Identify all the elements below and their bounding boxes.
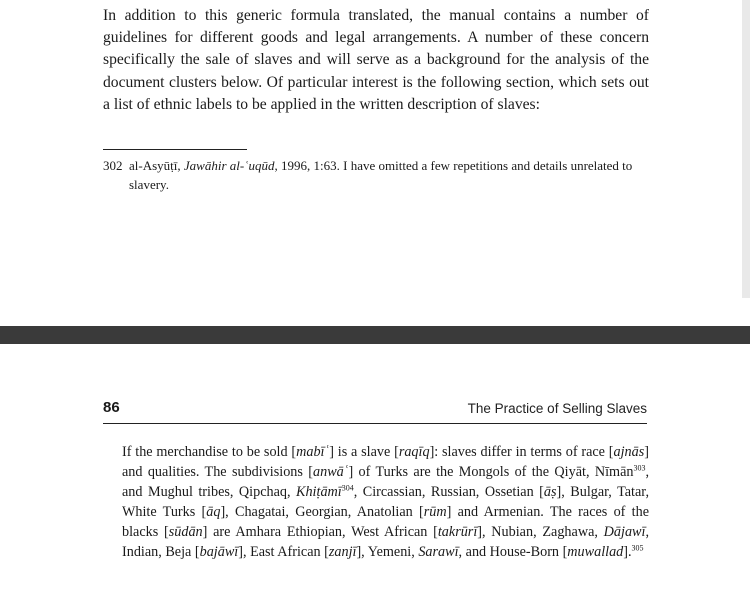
quote-text: ] are Amhara Ethiopian, West African [ xyxy=(202,524,438,540)
quote-term: bajāwī xyxy=(199,544,239,560)
quote-term: āṣ xyxy=(543,484,557,500)
quote-term: āq xyxy=(206,504,221,520)
quote-term: zanjī xyxy=(328,544,357,560)
quote-term: Dājawī xyxy=(603,524,646,540)
quote-text: ] is a slave [ xyxy=(329,444,399,460)
running-head: The Practice of Selling Slaves xyxy=(467,401,647,416)
page-divider xyxy=(0,326,750,344)
quote-text: ]. xyxy=(623,544,632,560)
quote-term: rūm xyxy=(423,504,447,520)
quote-text: ], Chagatai, Georgian, Anatolian [ xyxy=(220,504,424,520)
bottom-page xyxy=(0,344,750,590)
quote-term: ajnās xyxy=(613,444,645,460)
block-quote xyxy=(122,442,649,562)
quote-text: ], Nubian, Zaghawa, xyxy=(477,524,604,540)
quote-text: ]: slaves differ in terms of race [ xyxy=(429,444,614,460)
quote-text: ] of Turks are the Mongols of the Qiyāt, Nīmān xyxy=(348,464,634,480)
footnote-rule xyxy=(103,149,247,150)
footnote-number: 302 xyxy=(103,158,123,173)
quote-term: Khiṭāmī xyxy=(296,484,342,500)
page-number: 86 xyxy=(103,399,120,416)
quote-text: ] and qualities. The subdivisions [ xyxy=(122,444,649,480)
body-paragraph: In addition to this generic formula translated, the manual contains a number of guidelines for different goods and legal arrangements. A number of these concern specifically the sale of slaves and will serve as a background for the analysis of the document clusters below. Of particular interest is the following section, which sets out a list of ethnic labels to be applied in the written description of slaves: xyxy=(103,7,649,113)
footnote-ref: 305 xyxy=(631,543,644,553)
quote-text: , Circassian, Russian, Ossetian [ xyxy=(353,484,544,500)
quote-term: sūdān xyxy=(168,524,203,540)
quote-term: Sarawī xyxy=(418,544,459,560)
footnote-work-title: Jawāhir al-ʿuqūd xyxy=(183,158,275,173)
quote-term: raqīq xyxy=(398,444,430,460)
quote-text: , and Mughul tribes, Qipchaq, xyxy=(122,464,650,500)
quote-text: ], Bulgar, Tatar, White Turks [ xyxy=(122,484,649,520)
quote-text: If the merchandise to be sold [ xyxy=(122,444,297,460)
footnote-302 xyxy=(103,157,649,194)
quote-text: ] and Armenian. The races of the blacks [ xyxy=(122,504,649,540)
scrollbar-track[interactable] xyxy=(742,0,750,298)
quote-text: , Indian, Beja [ xyxy=(122,524,649,560)
footnote-ref: 304 xyxy=(341,483,354,493)
header-rule xyxy=(103,423,647,424)
quote-term: mabīʿ xyxy=(296,444,330,460)
quote-text: ], East African [ xyxy=(238,544,329,560)
quote-term: muwallad xyxy=(567,544,624,560)
quote-term: takrūrī xyxy=(437,524,478,540)
quote-term: anwāʿ xyxy=(313,464,349,480)
footnote-author: al-Asyūṭī, xyxy=(129,158,181,173)
quote-text: , and House-Born [ xyxy=(458,544,568,560)
footnote-ref: 303 xyxy=(633,463,646,473)
footnote-rest: , 1996, 1:63. I have omitted a few repetitions and details unrelated to slavery. xyxy=(129,158,633,192)
quote-text: ], Yemeni, xyxy=(356,544,419,560)
